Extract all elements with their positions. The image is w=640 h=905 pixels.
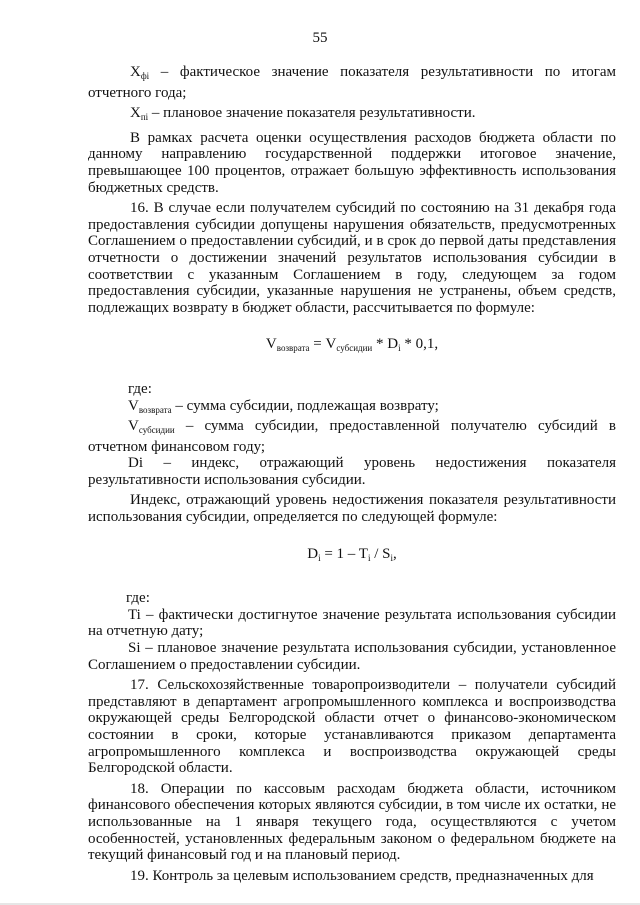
definition-text: – фактическое значение показателя результативности по итогам отчетного года; (88, 64, 616, 101)
formula-part: * 0,1, (400, 336, 439, 353)
formula-part: , (393, 545, 397, 562)
definition-symbol: V (128, 397, 139, 414)
where-label-2: где: (126, 590, 150, 607)
paragraph-efficiency-note: В рамках расчета оценки осуществления расходов бюджета области по данному направлению государственной поддержки итоговое значение, превышающее 100 процентов, отражает большую эффективность использования бюджетных средств. (88, 129, 616, 196)
formula-symbol: V (325, 336, 337, 353)
definition-text: – сумма субсидии, предоставленной получателю субсидий в отчетном финансовом году; (88, 418, 616, 455)
formula-symbol: V (265, 336, 277, 353)
definition-symbol: V (128, 418, 139, 435)
definition-v-subsidy (88, 418, 616, 455)
paragraph-17: 17. Сельскохозяйственные товаропроизводители – получатели субсидий представляют в департамент агропромышленного комплекса и воспроизводства окружающей среды Белгородской области отчет о финансово-экономическом состоянии в сроки, которые устанавливаются приказом департамента агропромышленного комплекса и воспроизводства окружающей среды Белгородской области. (88, 677, 616, 777)
definition-subscript: возврата (138, 404, 172, 415)
definition-di: Di – индекс, отражающий уровень недостижения показателя результативности использования субсидии. (88, 455, 616, 488)
paragraph-xp-definition (88, 105, 616, 126)
symbol-x: X (130, 105, 141, 122)
definition-si: Si – плановое значение результата использования субсидии, установленное Соглашением о предоставлении субсидии. (88, 640, 616, 673)
definition-text: – плановое значение показателя результативности. (148, 105, 476, 122)
formula-part: = 1 – T (320, 545, 368, 562)
paragraph-18: 18. Операции по кассовым расходам бюджета области, источником финансового обеспечения которых являются субсидии, в том числе их остатки, не использованные на 1 января текущего года, осуществляются с учетом особенностей, установленных федеральным законом о федеральном бюджете на текущий финансовый год и на плановый период. (88, 780, 616, 864)
formula-part: / S (370, 545, 391, 562)
symbol-subscript: пi (140, 112, 149, 123)
formula-subscript: субсидии (336, 343, 373, 354)
definition-subscript: субсидии (138, 425, 175, 436)
formula-subscript: i (318, 552, 321, 563)
page-number: 55 (312, 30, 328, 46)
document-body (88, 64, 616, 884)
formula-refund (88, 336, 616, 357)
definition-v-refund (88, 398, 616, 419)
paragraph-16: 16. В случае если получателем субсидий по состоянию на 31 декабря года предоставления субсидии допущены нарушения обязательств, предусмотренных Соглашением о предоставлении субсидий, и в срок до первой даты представления отчетности о достижении значений результатов использования субсидии в соответствии с указанным Соглашением в году, следующем за годом предоставления субсидии, указанные нарушения не устранены, объем средств, подлежащих возврату в бюджет области, рассчитывается по формуле: (88, 200, 616, 316)
definition-text: – сумма субсидии, подлежащая возврату; (171, 397, 439, 414)
formula-index (88, 546, 616, 567)
symbol-subscript: фi (140, 71, 150, 81)
formula-part: * D (372, 336, 399, 353)
formula-subscript: i (367, 552, 371, 563)
paragraph-index-intro: Индекс, отражающий уровень недостижения показателя результативности использования субсидии, определяется по следующей формуле: (88, 492, 616, 526)
formula-operator: = (309, 336, 326, 353)
definition-ti: Ti – фактически достигнутое значение результата использования субсидии на отчетную дату; (88, 606, 616, 640)
where-label-1: где: (128, 380, 152, 397)
paragraph-xf-definition (88, 64, 616, 101)
formula-subscript: i (390, 552, 393, 563)
symbol-x: X (130, 64, 141, 80)
paragraph-19: 19. Контроль за целевым использованием средств, предназначенных для (130, 867, 594, 884)
formula-symbol: D (307, 545, 319, 562)
formula-subscript: возврата (276, 343, 310, 354)
formula-subscript: i (398, 343, 401, 354)
